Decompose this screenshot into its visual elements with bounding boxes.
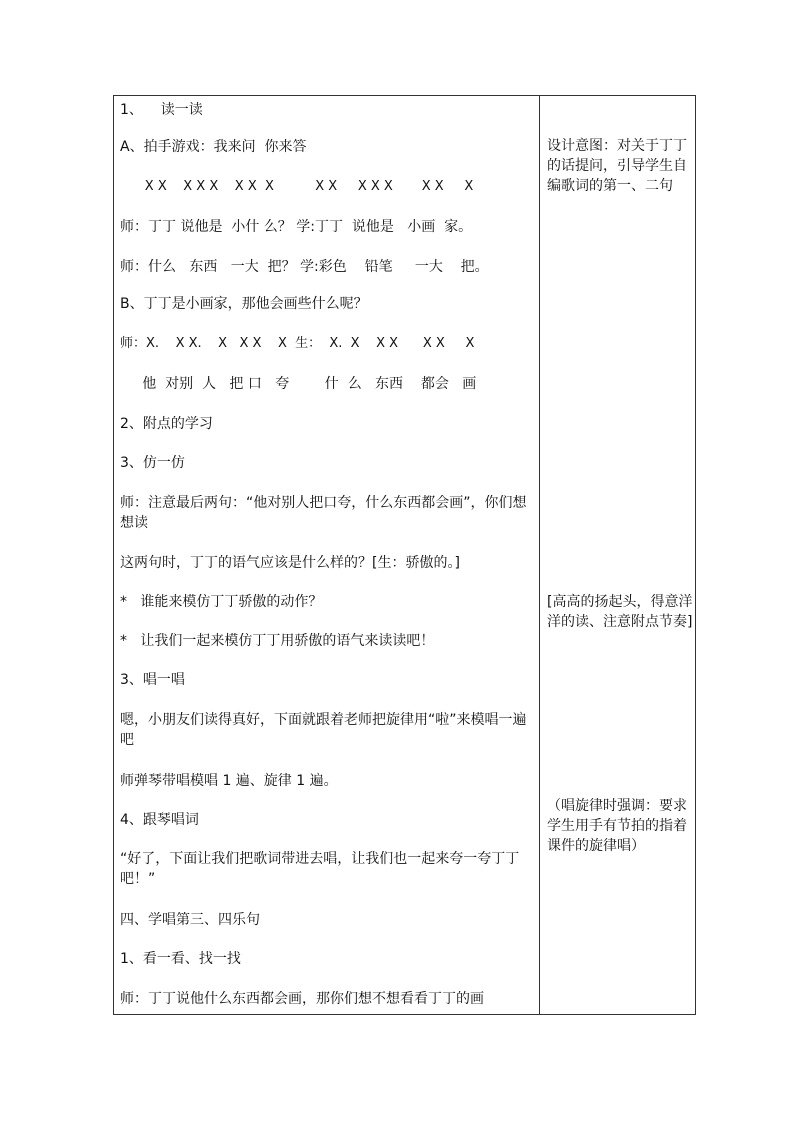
section-sing: 3、唱一唱 <box>120 672 185 688</box>
section-read: 1、 读一读 <box>120 102 203 118</box>
teaching-process-column <box>114 96 540 1014</box>
final-teacher-line: 师：丁丁说他什么东西都会画，那你们想不想看看丁丁的画 <box>120 991 484 1007</box>
section-sing-lyrics: 4、跟琴唱词 <box>120 812 199 828</box>
design-note-2: [高高的扬起头，得意洋洋的读、注意附点节奏] <box>547 594 693 630</box>
lyric-line: 他 对别 人 把 口 夸 什 么 东西 都会 画 <box>120 376 477 392</box>
rhythm-line-2: 师：X. X X. X X X X 生： X. X X X X X X <box>120 336 475 351</box>
design-note-1: 设计意图：对关于丁丁的话提问，引导学生自编歌词的第一、二句 <box>547 138 687 194</box>
section-imitate: 3、仿一仿 <box>120 455 185 471</box>
teacher-instruction: 师：注意最后两句：“他对别人把口夸，什么东西都会画”，你们想想读 <box>120 495 527 531</box>
look-find-title: 1、看一看、找一找 <box>120 951 241 967</box>
lyrics-instruction: “好了，下面让我们把歌词带进去唱，让我们也一起来夸一夸丁丁吧！” <box>120 851 520 887</box>
design-notes-column <box>540 96 695 1014</box>
tone-question: 这两句时，丁丁的语气应该是什么样的？[生：骄傲的。] <box>120 555 460 571</box>
piano-instruction: 师弹琴带唱模唱 1 遍、旋律 1 遍。 <box>120 773 338 789</box>
question-line: B、丁丁是小画家，那他会画些什么呢？ <box>120 296 368 312</box>
dialogue-line-2: 师：什么 东西 一大 把？ 学:彩色 铅笔 一大 把。 <box>120 259 489 275</box>
clap-game-title: A、拍手游戏：我来问 你来答 <box>120 139 307 155</box>
bullet-imitate-tone: * 让我们一起来模仿丁丁用骄傲的语气来读读吧！ <box>120 633 435 649</box>
dialogue-line-1: 师：丁丁 说他是 小什 么？ 学:丁丁 说他是 小画 家。 <box>120 219 473 235</box>
section-dotted-notes: 2、附点的学习 <box>120 416 213 432</box>
bullet-imitate-action: * 谁能来模仿丁丁骄傲的动作？ <box>120 594 323 610</box>
sing-instruction: 嗯，小朋友们读得真好，下面就跟着老师把旋律用“啦”来模唱一遍吧 <box>120 712 527 748</box>
rhythm-line-1: X X X X X X X X X X X X X X X X <box>120 179 474 194</box>
design-note-3: （唱旋律时强调：要求学生用手有节拍的指着课件的旋律唱） <box>547 798 687 854</box>
lesson-plan-table <box>113 95 696 1015</box>
section-four: 四、学唱第三、四乐句 <box>120 912 260 928</box>
